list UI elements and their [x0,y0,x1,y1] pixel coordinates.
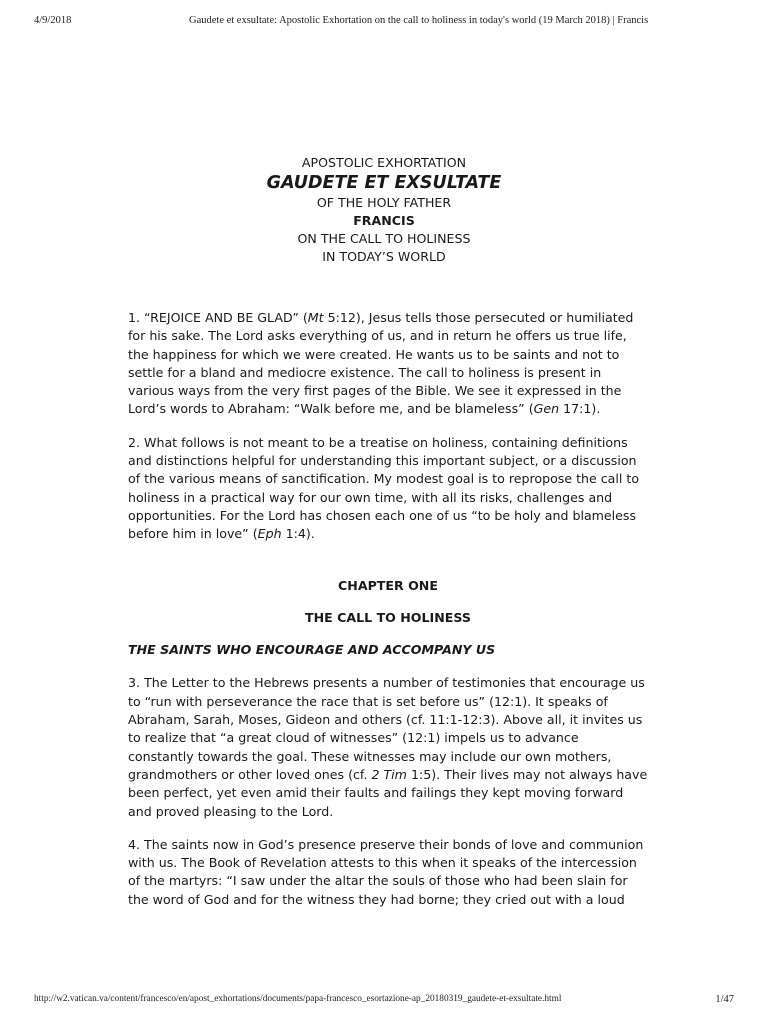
paragraph-3-text-a: 3. The Letter to the Hebrews presents a number of testimonies that encourage us to “run with perseverance the race that is set before us” (12:1). It speaks of Abraham, Sarah, Moses, Gideon and others (cf. 11:1-12:3). Above all, it invites us to realize that “a great cloud of witnesses” (12:1) impels us to advance constantly towards the goal. These witnesses may include our own mothers, grandmothers or other loved ones (cf. [128,675,645,782]
chapter-number-heading: CHAPTER ONE [338,577,438,593]
paragraph-2-text-a: 2. What follows is not meant to be a treatise on holiness, containing definitions and distinctions helpful for understanding this important subject, or a discussion of the various means of sanctification. My modest goal is to repropose the call to holiness in a practical way for our own time, with all its risks, challenges and opportunities. For the Lord has chosen each one of us “to be holy and blameless before him in love” ( [128,434,640,542]
title-line-holy-father: OF THE HOLY FATHER [316,195,452,210]
print-date: 4/9/2018 [34,15,72,26]
scripture-ref-matthew: Mt [307,310,324,325]
paragraph-1-text-c: 17:1). [559,401,601,417]
scripture-ref-genesis: Gen [533,401,560,417]
paragraph-2-text-b: 1:4). [281,526,315,542]
document-body [128,309,648,924]
title-line-subject-2: IN TODAY’S WORLD [322,249,446,264]
paragraph-1 [128,309,648,419]
title-line-author: FRANCIS [353,213,415,228]
paragraph-2 [128,434,648,544]
paragraph-1-text-a: 1. “REJOICE AND BE GLAD” ( [128,310,308,325]
document-main-title: GAUDETE ET EXSULTATE [266,173,502,193]
scripture-ref-2-timothy: 2 Tim [371,766,407,782]
paragraph-1-text-b: 5:12), Jesus tells those persecuted or humiliated for his sake. The Lord asks everything of us, and in return he offers us true life, the happiness for which we were created. He wants us to be saints and not to settle for a bland and mediocre existence. The call to holiness is present in various ways from the very first pages of the Bible. We see it expressed in the Lord’s words to Abraham: “Walk before me, and be blameless” ( [128,310,634,417]
paragraph-4: 4. The saints now in God’s presence preserve their bonds of love and communion with us. The Book of Revelation attests to this when it speaks of the intercession of the martyrs: “I saw under the altar the souls of those who had been slain for the word of God and for the witness they had borne; they cried out with a loud [128,836,644,907]
title-line-subject-1: ON THE CALL TO HOLINESS [297,231,471,246]
chapter-title-heading: THE CALL TO HOLINESS [305,609,471,625]
scripture-ref-ephesians: Eph [257,526,282,542]
print-page-title: Gaudete et exsultate: Apostolic Exhortation on the call to holiness in today's world (19 March 2018) | Francis [189,15,649,26]
page-number: 1/47 [715,994,734,1005]
section-heading: THE SAINTS WHO ENCOURAGE AND ACCOMPANY US [128,642,496,658]
paragraph-3-text-b: 1:5). Their lives may not always have been perfect, yet even amid their faults and failings they kept moving forward and proved pleasing to the Lord. [128,766,648,819]
print-url: http://w2.vatican.va/content/francesco/en/apost_exhortations/documents/papa-francesco_esortazione-ap_20180319_gaudete-et-exsultate.html [34,994,562,1004]
document-title-block [0,154,768,266]
title-line-exhortation: APOSTOLIC EXHORTATION [301,155,467,170]
paragraph-3 [128,674,648,820]
